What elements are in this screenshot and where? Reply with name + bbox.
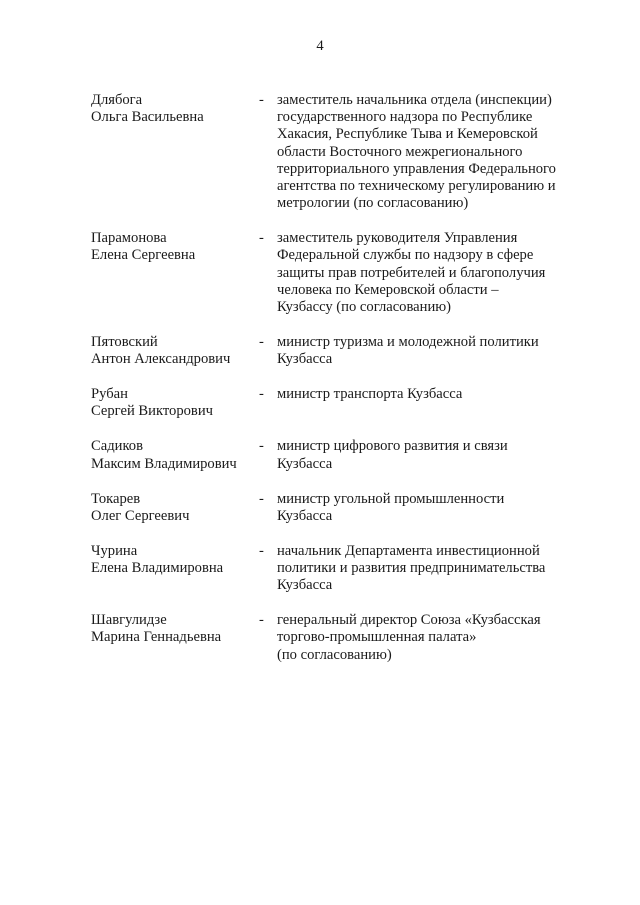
position-line: Кузбасса (277, 351, 333, 368)
member-surname: Рубан (91, 386, 128, 403)
position-line: генеральный директор Союза «Кузбасская (277, 612, 541, 629)
entry-dash: - (259, 334, 264, 351)
position-line: министр транспорта Кузбасса (277, 386, 463, 403)
member-name (91, 438, 259, 472)
member-surname: Токарев (91, 490, 141, 507)
member-given-names: Елена Сергеевна (91, 247, 196, 264)
member-given-names: Олег Сергеевич (91, 507, 190, 524)
position-line: территориального управления Федерального (277, 160, 556, 177)
member-name (91, 543, 259, 577)
position-line: агентства по техническому регулированию и (277, 178, 556, 195)
member-given-names: Сергей Викторович (91, 403, 213, 420)
member-name (91, 334, 259, 368)
member-position (277, 612, 569, 664)
member-surname: Пятовский (91, 334, 158, 351)
member-entry (91, 438, 581, 472)
position-line: Федеральной службы по надзору в сфере (277, 247, 534, 264)
member-position (277, 543, 569, 595)
entry-dash: - (259, 438, 264, 455)
member-entry (91, 230, 581, 316)
entry-dash: - (259, 542, 264, 559)
member-surname: Чурина (91, 542, 138, 559)
entry-dash: - (259, 230, 264, 247)
member-surname: Шавгулидзе (91, 612, 167, 629)
position-line: государственного надзора по Республике (277, 109, 533, 126)
position-line: Кузбасса (277, 507, 333, 524)
position-line: заместитель начальника отдела (инспекции) (277, 92, 552, 108)
member-name (91, 230, 259, 264)
member-given-names: Елена Владимировна (91, 560, 224, 577)
position-line: министр угольной промышленности (277, 490, 505, 507)
entry-dash: - (259, 92, 264, 108)
member-given-names: Антон Александрович (91, 351, 231, 368)
member-entry (91, 491, 581, 525)
member-position (277, 92, 569, 212)
member-position (277, 386, 569, 403)
member-entry (91, 612, 581, 664)
entry-dash: - (259, 386, 264, 403)
member-position (277, 491, 569, 525)
position-line: Кузбасса (277, 455, 333, 472)
page-number: 4 (316, 38, 324, 54)
member-name (91, 92, 259, 126)
position-line: Кузбассу (по согласованию) (277, 299, 452, 316)
position-line: (по согласованию) (277, 646, 392, 663)
member-given-names: Ольга Васильевна (91, 109, 204, 126)
member-surname: Садиков (91, 438, 143, 455)
position-line: министр туризма и молодежной политики (277, 334, 539, 351)
member-given-names: Максим Владимирович (91, 455, 237, 472)
member-entry (91, 386, 581, 420)
position-line: политики и развития предпринимательства (277, 560, 546, 577)
position-line: министр цифрового развития и связи (277, 438, 508, 455)
member-surname: Парамонова (91, 230, 167, 247)
member-entry (91, 334, 581, 368)
member-position (277, 230, 569, 316)
position-line: области Восточного межрегионального (277, 143, 523, 160)
member-name (91, 491, 259, 525)
member-surname: Длябога (91, 92, 143, 108)
member-name (91, 612, 259, 646)
position-line: метрологии (по согласованию) (277, 195, 469, 212)
position-line: Хакасия, Республике Тыва и Кемеровской (277, 126, 538, 143)
entry-dash: - (259, 612, 264, 629)
member-given-names: Марина Геннадьевна (91, 629, 222, 646)
position-line: начальник Департамента инвестиционной (277, 542, 540, 559)
entry-dash: - (259, 490, 264, 507)
member-position (277, 438, 569, 472)
member-entry (91, 92, 581, 212)
member-name (91, 386, 259, 420)
member-entry (91, 543, 581, 595)
position-line: Кузбасса (277, 577, 333, 594)
position-line: человека по Кемеровской области – (277, 281, 499, 298)
member-position (277, 334, 569, 368)
position-line: торгово-промышленная палата» (277, 629, 477, 646)
position-line: заместитель руководителя Управления (277, 230, 518, 247)
position-line: защиты прав потребителей и благополучия (277, 264, 546, 281)
member-list (91, 92, 581, 682)
